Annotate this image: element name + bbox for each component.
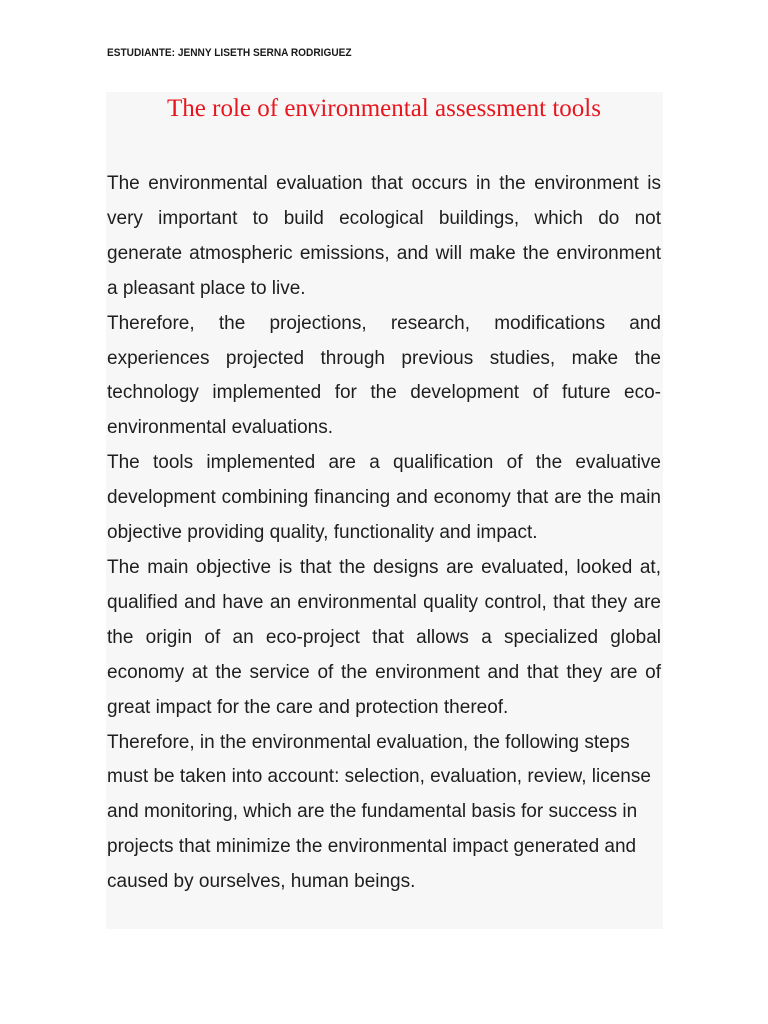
paragraph-1: The environmental evaluation that occurs in the environment is very important to build ecological buildings, which do not generate atmospheric emissions, and will make the environment a pleasant place to live. — [107, 173, 661, 299]
document-body — [107, 167, 661, 900]
document-title: The role of environmental assessment tools — [167, 95, 601, 122]
paragraph-3: The tools implemented are a qualification of the evaluative development combining financing and economy that are the main objective providing quality, functionality and impact. — [107, 452, 661, 544]
student-name-header: ESTUDIANTE: JENNY LISETH SERNA RODRIGUEZ — [107, 47, 352, 59]
paragraph-4: The main objective is that the designs are evaluated, looked at, qualified and have an environmental quality control, that they are the origin of an eco-project that allows a specialized global economy at the service of the environment and that they are of great impact for the care and protection thereof. — [107, 556, 661, 718]
paragraph-2: Therefore, the projections, research, modifications and experiences projected through previous studies, make the technology implemented for the development of future eco-environmental evaluations. — [107, 312, 661, 439]
paragraph-5: Therefore, in the environmental evaluation, the following steps must be taken into account: selection, evaluation, review, license and monitoring, which are the fundamental basis for success in projects that minimize the environmental impact generated and caused by ourselves, human beings. — [107, 731, 651, 893]
